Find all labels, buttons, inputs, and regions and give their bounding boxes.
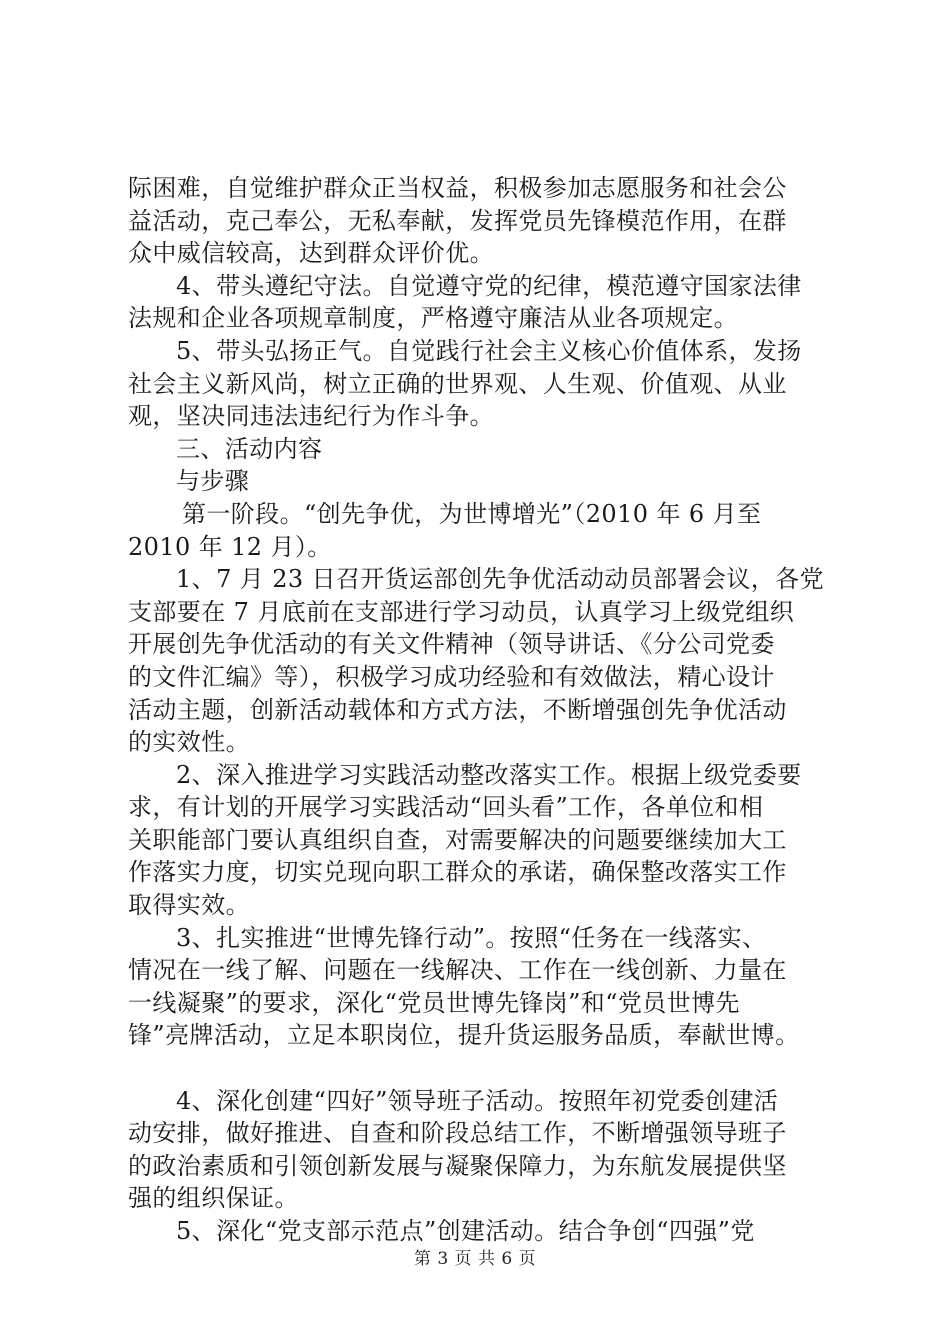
text-line: 开展创先争优活动的有关文件精神（领导讲话、《分公司党委 (128, 630, 775, 659)
text-line: 5、深化“党支部示范点”创建活动。结合争创“四强”党 (176, 1217, 755, 1245)
text-line: 情况在一线了解、问题在一线解决、工作在一线创新、力量在 (128, 956, 787, 985)
section-heading: 三、活动内容 (176, 434, 323, 463)
text-line: 3、扎实推进“世博先锋行动”。按照“任务在一线落实、 (176, 923, 767, 952)
text-line: 4、深化创建“四好”领导班子活动。按照年初党委创建活 (176, 1086, 779, 1115)
document-body (128, 172, 828, 1248)
text-line: 强的组织保证。 (128, 1184, 299, 1213)
text-line: 2010 年 12 月）。 (128, 532, 332, 561)
text-line: 社会主义新风尚，树立正确的世界观、人生观、价值观、从业 (128, 369, 787, 398)
section-heading-continued: 与步骤 (176, 467, 250, 496)
text-line: 一线凝聚”的要求，深化“党员世博先锋岗”和“党员世博先 (128, 988, 740, 1017)
phase-heading: 第一阶段。“创先争优，为世博增光”（2010 年 6 月至 (182, 499, 762, 528)
page-footer: 第 3 页 共 6 页 (413, 1249, 537, 1269)
text-line: 的文件汇编》等），积极学习成功经验和有效做法，精心设计 (128, 662, 775, 691)
text-line: 1、7 月 23 日召开货运部创先争优活动动员部署会议，各党 (176, 565, 824, 594)
text-line: 的实效性。 (128, 728, 250, 757)
text-line: 的政治素质和引领创新发展与凝聚保障力，为东航发展提供坚 (128, 1151, 787, 1180)
text-line: 4、带头遵纪守法。自觉遵守党的纪律，模范遵守国家法律 (176, 271, 802, 300)
text-line: 取得实效。 (128, 891, 250, 920)
text-line: 益活动，克己奉公，无私奉献，发挥党员先锋模范作用，在群 (128, 206, 787, 235)
text-line: 5、带头弘扬正气。自觉践行社会主义核心价值体系，发扬 (176, 336, 802, 365)
text-line: 动安排，做好推进、自查和阶段总结工作，不断增强领导班子 (128, 1119, 787, 1148)
text-line: 活动主题，创新活动载体和方式方法，不断增强创先争优活动 (128, 695, 787, 724)
text-line: 2、深入推进学习实践活动整改落实工作。根据上级党委要 (176, 760, 802, 789)
text-line: 观，坚决同违法违纪行为作斗争。 (128, 402, 494, 431)
text-line: 作落实力度，切实兑现向职工群众的承诺，确保整改落实工作 (128, 858, 787, 887)
text-line: 锋”亮牌活动，立足本职岗位，提升货运服务品质，奉献世博。 (128, 1021, 800, 1050)
text-line: 求，有计划的开展学习实践活动“回头看”工作，各单位和相 (128, 793, 764, 822)
text-line: 际困难，自觉维护群众正当权益，积极参加志愿服务和社会公 (128, 174, 787, 202)
text-line: 法规和企业各项规章制度，严格遵守廉洁从业各项规定。 (128, 304, 738, 333)
text-line: 关职能部门要认真组织自查，对需要解决的问题要继续加大工 (128, 825, 787, 854)
text-line: 众中威信较高，达到群众评价优。 (128, 239, 494, 268)
text-line: 支部要在 7 月底前在支部进行学习动员，认真学习上级党组织 (128, 597, 795, 626)
blank-line (128, 1052, 828, 1085)
